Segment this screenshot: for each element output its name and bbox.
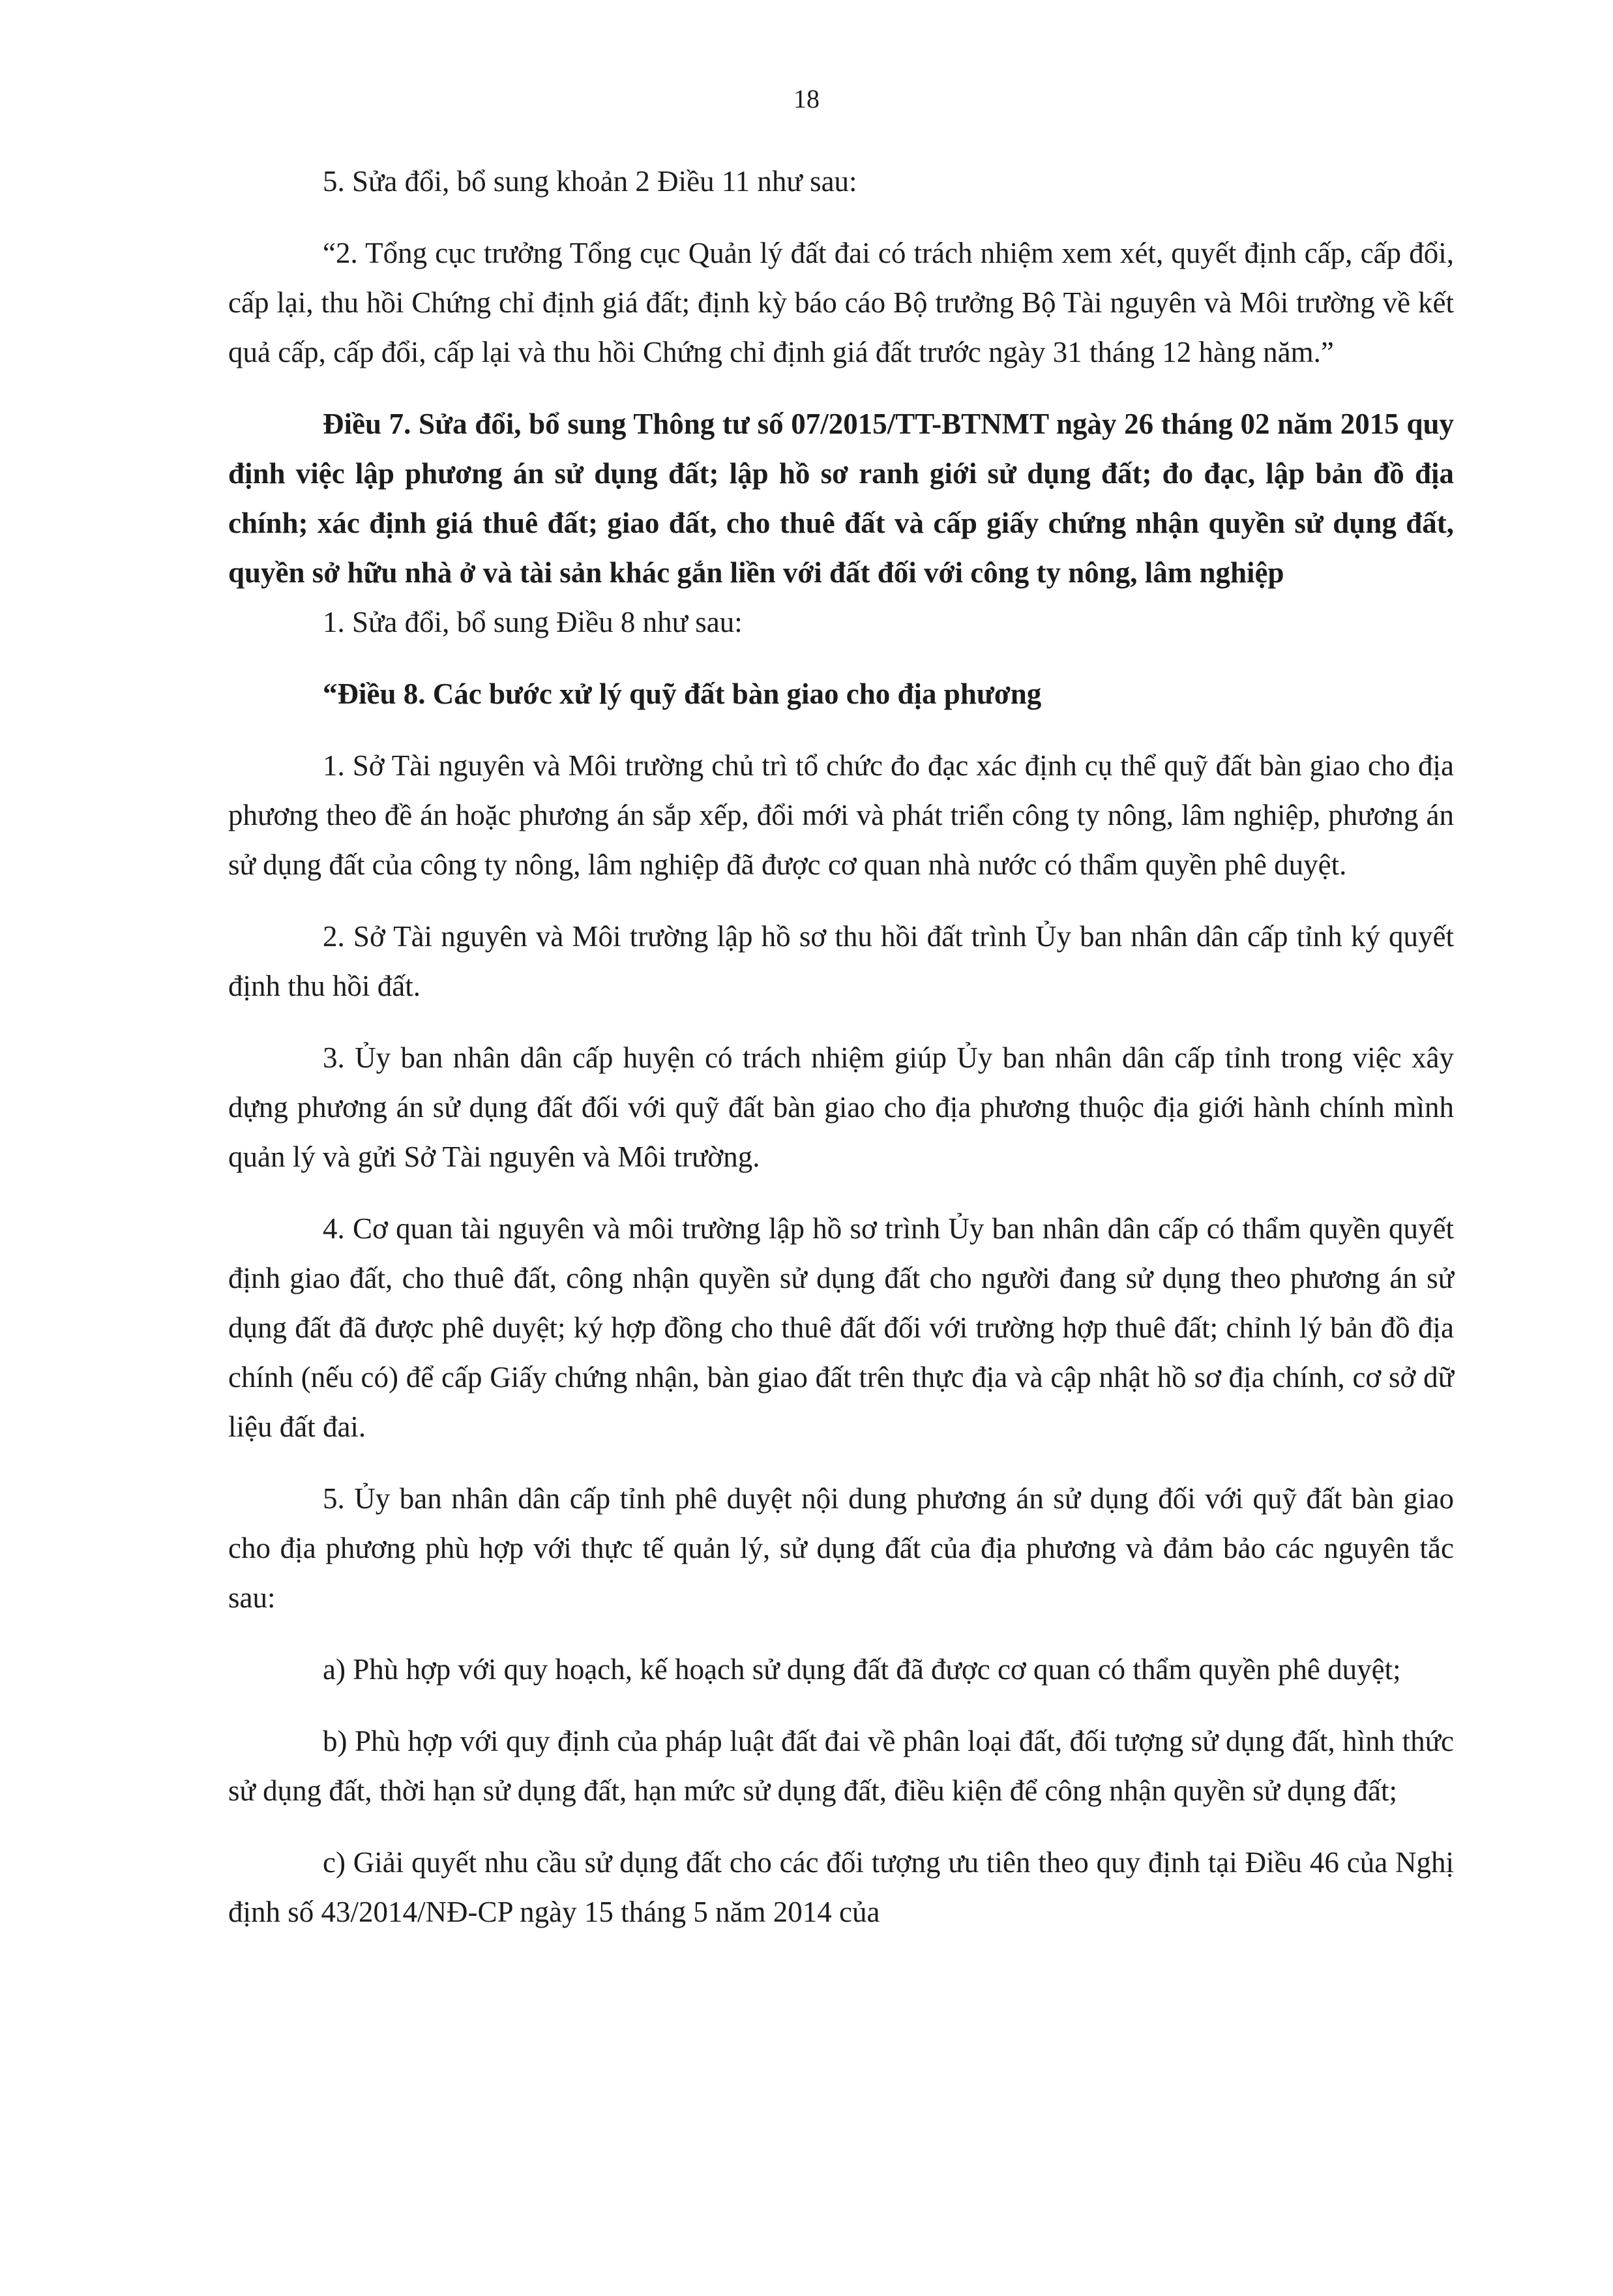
paragraph-item-a: a) Phù hợp với quy hoạch, kế hoạch sử dụng đất đã được cơ quan có thẩm quyền phê duyệt; [323,1653,1401,1686]
paragraph-amend-clause-2-article-11: 5. Sửa đổi, bổ sung khoản 2 Điều 11 như sau: [323,165,857,198]
document-body [228,157,1454,1937]
page-number: 18 [793,84,820,113]
article-8-heading: “Điều 8. Các bước xử lý quỹ đất bàn giao cho địa phương [323,678,1042,710]
paragraph-item-b: b) Phù hợp với quy định của pháp luật đất đai về phân loại đất, đối tượng sử dụng đất, hình thức sử dụng đất, thời hạn sử dụng đất, hạn mức sử dụng đất, điều kiện để công nhận quyền sử dụng đất; [228,1725,1454,1807]
paragraph-amend-article-8: 1. Sửa đổi, bổ sung Điều 8 như sau: [323,606,743,638]
article-7-heading: Điều 7. Sửa đổi, bổ sung Thông tư số 07/2015/TT-BTNMT ngày 26 tháng 02 năm 2015 quy định việc lập phương án sử dụng đất; lập hồ sơ ranh giới sử dụng đất; đo đạc, lập bản đồ địa chính; xác định giá thuê đất; giao đất, cho thuê đất và cấp giấy chứng nhận quyền sử dụng đất, quyền sở hữu nhà ở và tài sản khác gắn liền với đất đối với công ty nông, lâm nghiệp [228,408,1454,589]
paragraph-item-3: 3. Ủy ban nhân dân cấp huyện có trách nhiệm giúp Ủy ban nhân dân cấp tỉnh trong việc xây dựng phương án sử dụng đất đối với quỹ đất bàn giao cho địa phương thuộc địa giới hành chính mình quản lý và gửi Sở Tài nguyên và Môi trường. [228,1041,1454,1173]
paragraph-item-c: c) Giải quyết nhu cầu sử dụng đất cho các đối tượng ưu tiên theo quy định tại Điều 46 của Nghị định số 43/2014/NĐ-CP ngày 15 tháng 5 năm 2014 của [228,1846,1454,1928]
paragraph-item-2: 2. Sở Tài nguyên và Môi trường lập hồ sơ thu hồi đất trình Ủy ban nhân dân cấp tỉnh ký quyết định thu hồi đất. [228,920,1454,1002]
paragraph-item-5: 5. Ủy ban nhân dân cấp tỉnh phê duyệt nội dung phương án sử dụng đối với quỹ đất bàn giao cho địa phương phù hợp với thực tế quản lý, sử dụng đất của địa phương và đảm bảo các nguyên tắc sau: [228,1482,1454,1614]
paragraph-quoted-clause-2: “2. Tổng cục trưởng Tổng cục Quản lý đất đai có trách nhiệm xem xét, quyết định cấp, cấp đổi, cấp lại, thu hồi Chứng chỉ định giá đất; định kỳ báo cáo Bộ trưởng Bộ Tài nguyên và Môi trường về kết quả cấp, cấp đổi, cấp lại và thu hồi Chứng chỉ định giá đất trước ngày 31 tháng 12 hàng năm.” [228,237,1454,368]
paragraph-item-4: 4. Cơ quan tài nguyên và môi trường lập hồ sơ trình Ủy ban nhân dân cấp có thẩm quyền quyết định giao đất, cho thuê đất, công nhận quyền sử dụng đất cho người đang sử dụng theo phương án sử dụng đất đã được phê duyệt; ký hợp đồng cho thuê đất đối với trường hợp thuê đất; chỉnh lý bản đồ địa chính (nếu có) để cấp Giấy chứng nhận, bàn giao đất trên thực địa và cập nhật hồ sơ địa chính, cơ sở dữ liệu đất đai. [228,1212,1454,1443]
paragraph-item-1: 1. Sở Tài nguyên và Môi trường chủ trì tổ chức đo đạc xác định cụ thể quỹ đất bàn giao cho địa phương theo đề án hoặc phương án sắp xếp, đổi mới và phát triển công ty nông, lâm nghiệp, phương án sử dụng đất của công ty nông, lâm nghiệp đã được cơ quan nhà nước có thẩm quyền phê duyệt. [228,749,1454,881]
